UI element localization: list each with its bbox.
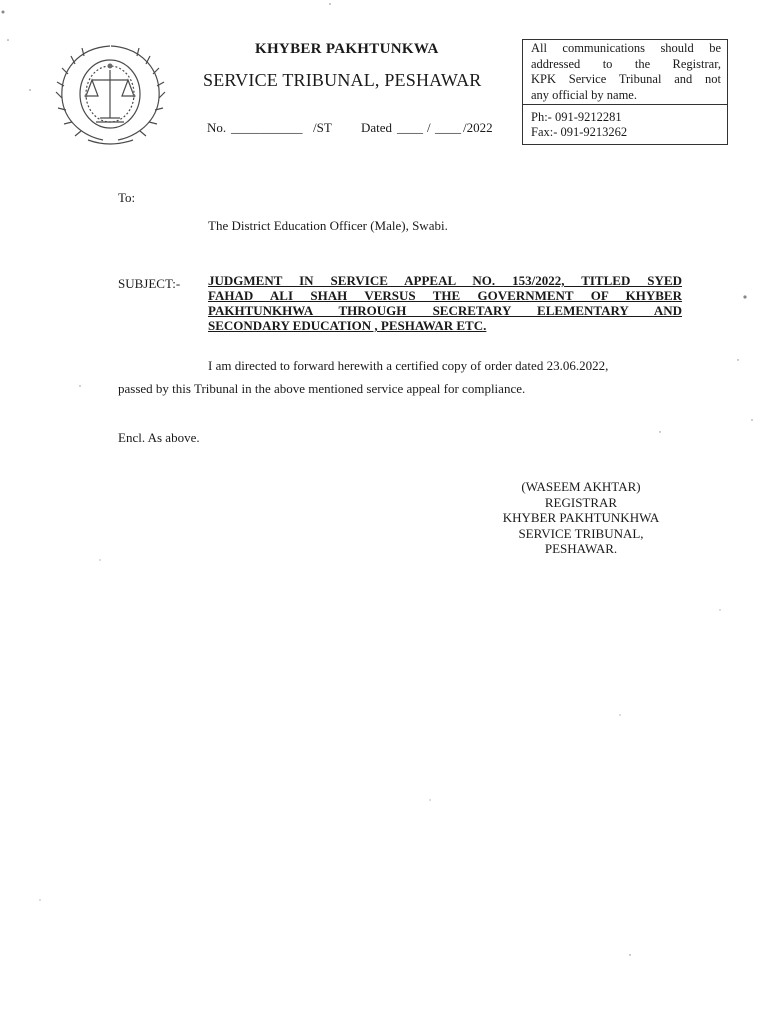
subject-line: FAHAD ALI SHAH VERSUS THE GOVERNMENT OF KHYBER — [208, 288, 682, 303]
dated-blank-month: ____ — [435, 120, 461, 135]
body-paragraph-line: passed by this Tribunal in the above mentioned service appeal for compliance. — [118, 381, 526, 396]
dated-separator: / — [427, 120, 431, 135]
dated-label: Dated — [361, 120, 393, 135]
notice-line: KPK Service Tribunal and not — [531, 72, 721, 86]
contact-info — [523, 105, 727, 140]
tribunal-emblem-icon — [48, 36, 173, 148]
enclosure-note: Encl. As above. — [118, 430, 200, 445]
signatory-name: (WASEEM AKHTAR) — [521, 479, 641, 494]
signatory-org-line: SERVICE TRIBUNAL, — [518, 525, 644, 541]
ref-no-suffix: /ST — [313, 120, 332, 135]
signatory-title: REGISTRAR — [544, 494, 618, 510]
signature-block — [478, 479, 684, 557]
notice-text — [523, 40, 727, 105]
subject-line: PAKHTUNKHWA THROUGH SECRETARY ELEMENTARY AND — [208, 303, 682, 318]
ref-no-label: No. — [207, 120, 227, 135]
to-label: To: — [118, 190, 136, 205]
notice-line: any official by name. — [531, 87, 637, 102]
subject-line: JUDGMENT IN SERVICE APPEAL NO. 153/2022, TITLED SYED — [208, 273, 682, 288]
ref-no-blank: ___________ — [231, 120, 303, 135]
body-paragraph-line: I am directed to forward herewith a certified copy of order dated 23.06.2022, — [208, 358, 609, 373]
signatory-org-line: KHYBER PAKHTUNKHWA — [502, 510, 660, 526]
communication-notice-box — [522, 39, 728, 145]
addressee: The District Education Officer (Male), Swabi. — [208, 218, 448, 233]
signatory-city: PESHAWAR. — [544, 541, 618, 557]
organization-name: KHYBER PAKHTUNKWA — [255, 41, 439, 57]
tribunal-name: SERVICE TRIBUNAL, PESHAWAR — [203, 70, 482, 90]
dated-blank-day: ____ — [397, 120, 423, 135]
dated-year: /2022 — [463, 120, 493, 135]
notice-line: All communications should be — [531, 41, 721, 55]
subject-label: SUBJECT:- — [118, 276, 181, 291]
phone-number: Ph:- 091-9212281 — [531, 110, 622, 124]
notice-line: addressed to the Registrar, — [531, 56, 721, 71]
subject-text — [208, 273, 682, 333]
fax-number: Fax:- 091-9213262 — [531, 125, 628, 139]
subject-line: SECONDARY EDUCATION , PESHAWAR ETC. — [208, 318, 487, 333]
